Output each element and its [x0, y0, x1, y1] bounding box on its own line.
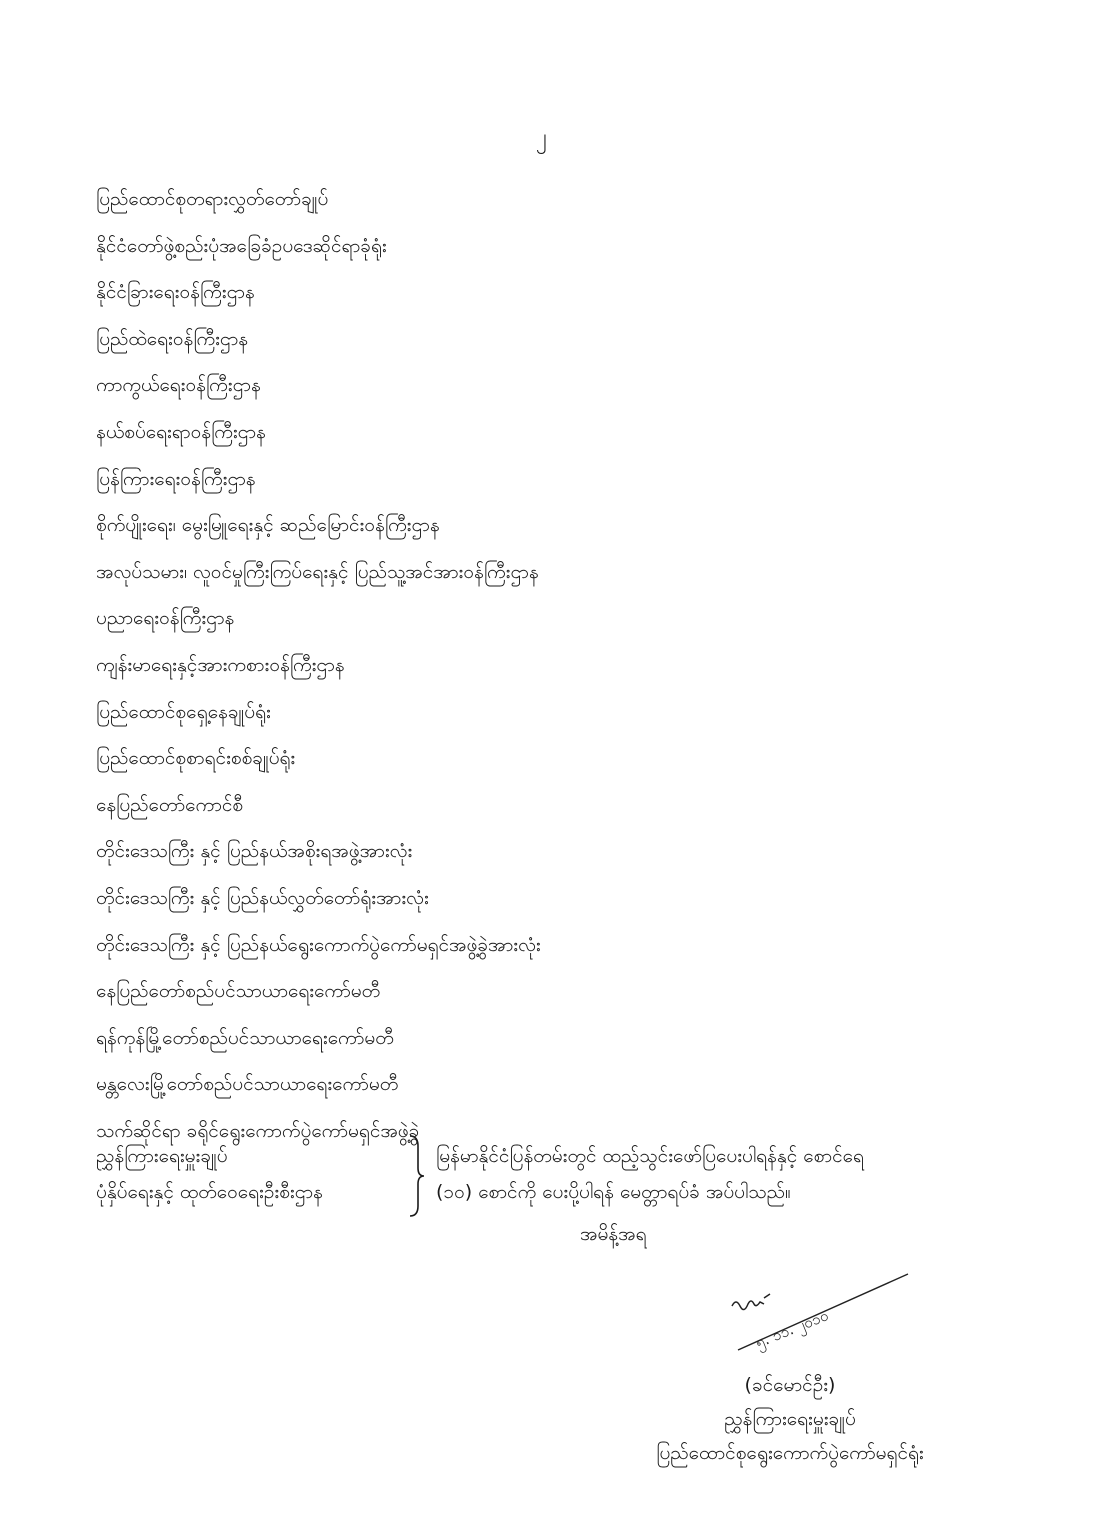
recipient-item: ရန်ကုန်မြို့တော်စည်ပင်သာယာရေးကော်မတီ [96, 1026, 394, 1049]
cc-note [436, 1138, 1016, 1210]
recipient-item: တိုင်းဒေသကြီး နှင့် ပြည်နယ်ရွေးကောက်ပွဲကော်မရှင်အဖွဲ့ခွဲအားလုံး [96, 933, 541, 956]
by-order-text: အမိန့်အရ [580, 1223, 647, 1245]
signatory-name: (ခင်မောင်ဦး) [744, 1374, 836, 1396]
cc-note-line: (၁၀) စောင်ကို ပေးပို့ပါရန် မေတ္တာရပ်ခံ အပ်ပါသည်။ [436, 1181, 791, 1203]
recipient-item: နိုင်ငံခြားရေးဝန်ကြီးဌာန [96, 281, 255, 304]
cc-note-line: မြန်မာနိုင်ငံပြန်တမ်းတွင် ထည့်သွင်းဖော်ပြပေးပါရန်နှင့် စောင်ရေ [436, 1145, 864, 1167]
cc-recipient [96, 1138, 406, 1210]
recipient-item: စိုက်ပျိုးရေး၊ မွေးမြူရေးနှင့် ဆည်မြောင်းဝန်ကြီးဌာန [96, 514, 440, 537]
cc-recipient-line: ပုံနှိပ်ရေးနှင့် ထုတ်ဝေရေးဦးစီးဌာန [96, 1181, 323, 1203]
cc-block [96, 1138, 1056, 1218]
recipient-item: မန္တလေးမြို့တော်စည်ပင်သာယာရေးကော်မတီ [96, 1073, 399, 1096]
recipient-item: တိုင်းဒေသကြီး နှင့် ပြည်နယ်လွှတ်တော်ရုံးအားလုံး [96, 886, 429, 909]
recipient-item: ပြည်ထောင်စုတရားလွှတ်တော်ချုပ် [96, 188, 329, 210]
recipient-item: ကျန်းမာရေးနှင့်အားကစားဝန်ကြီးဌာန [96, 653, 345, 676]
recipient-item: သက်ဆိုင်ရာ ခရိုင်ရွေးကောက်ပွဲကော်မရှင်အဖွဲ့ခွဲ [96, 1119, 420, 1142]
recipient-item: ကာကွယ်ရေးဝန်ကြီးဌာန [96, 374, 261, 397]
recipient-item: ပြန်ကြားရေးဝန်ကြီးဌာန [96, 467, 256, 490]
signature-icon [718, 1268, 918, 1368]
signatory-block [600, 1368, 980, 1470]
recipient-item: ပြည်ထောင်စုရှေ့နေချုပ်ရုံး [96, 700, 271, 723]
recipient-item: နယ်စပ်ရေးရာဝန်ကြီးဌာန [96, 420, 266, 443]
brace-icon [406, 1134, 426, 1218]
recipient-item: ပြည်ထောင်စုစာရင်းစစ်ချုပ်ရုံး [96, 747, 296, 770]
recipient-item: နိုင်ငံတော်ဖွဲ့စည်းပုံအခြေခံဥပဒေဆိုင်ရာခုံရုံး [96, 234, 387, 257]
recipient-list [96, 182, 541, 1160]
recipient-item: ပြည်ထဲရေးဝန်ကြီးဌာန [96, 327, 249, 350]
recipient-item: တိုင်းဒေသကြီး နှင့် ပြည်နယ်အစိုးရအဖွဲ့အားလုံး [96, 840, 413, 863]
signatory-office: ပြည်ထောင်စုရွေးကောက်ပွဲကော်မရှင်ရုံး [656, 1442, 924, 1464]
recipient-item: နေပြည်တော်ကောင်စီ [96, 793, 244, 816]
recipient-item: အလုပ်သမား၊ လူဝင်မှုကြီးကြပ်ရေးနှင့် ပြည်သူ့အင်အားဝန်ကြီးဌာန [96, 560, 539, 583]
page-number: ၂ [536, 125, 547, 150]
recipient-item: ပညာရေးဝန်ကြီးဌာန [96, 607, 235, 630]
cc-recipient-line: ညွှန်ကြားရေးမှူးချုပ် [96, 1145, 228, 1167]
signatory-title: ညွှန်ကြားရေးမှူးချုပ် [724, 1408, 856, 1430]
recipient-item: နေပြည်တော်စည်ပင်သာယာရေးကော်မတီ [96, 980, 381, 1003]
signature-date: ၅. ၁၁. ၂၀၁၀ [752, 1306, 831, 1352]
